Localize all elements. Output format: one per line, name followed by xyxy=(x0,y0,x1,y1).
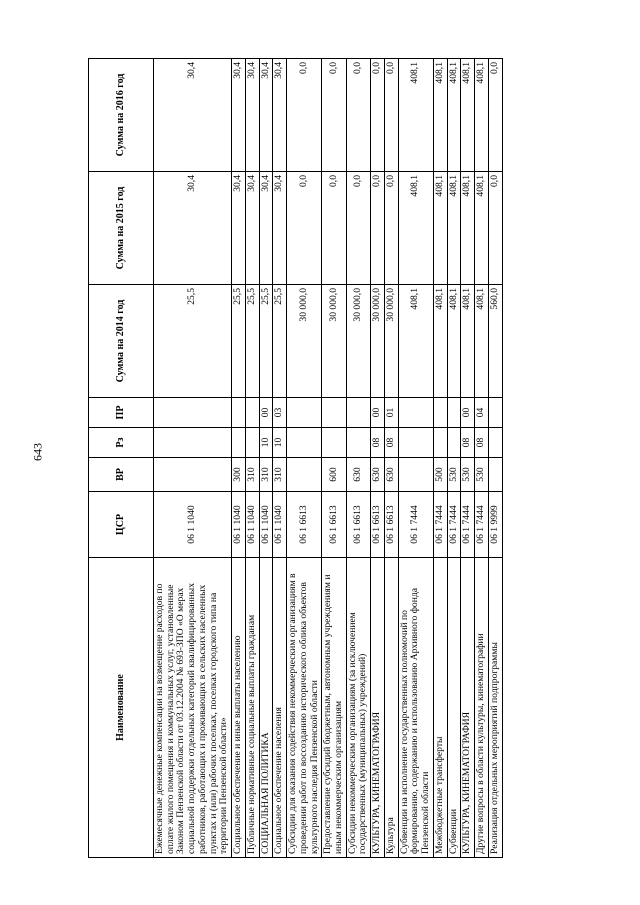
cell-sum-2014: 25,5 xyxy=(232,285,246,398)
cell-sum-2016: 0,0 xyxy=(371,59,385,172)
cell-rz xyxy=(488,428,502,458)
cell-csr: 06 1 6613 xyxy=(322,492,346,558)
cell-csr: 06 1 6613 xyxy=(346,492,370,558)
cell-sum-2014: 408,1 xyxy=(447,285,461,398)
cell-sum-2016: 30,4 xyxy=(232,59,246,172)
cell-rz: 10 xyxy=(273,428,287,458)
cell-rz xyxy=(287,428,322,458)
cell-sum-2016: 0,0 xyxy=(287,59,322,172)
cell-sum-2015: 0,0 xyxy=(488,172,502,285)
header-vr: ВР xyxy=(89,458,154,492)
header-rz: Рз xyxy=(89,428,154,458)
table-row xyxy=(447,59,461,858)
cell-rz xyxy=(433,428,447,458)
cell-csr: 06 1 1040 xyxy=(259,492,273,558)
cell-sum-2016: 0,0 xyxy=(384,59,398,172)
cell-name: КУЛЬТУРА, КИНЕМАТОГРАФИЯ xyxy=(371,558,385,858)
cell-sum-2015: 30,4 xyxy=(273,172,287,285)
rotated-table-container xyxy=(88,58,608,858)
cell-sum-2015: 0,0 xyxy=(287,172,322,285)
cell-rz xyxy=(447,428,461,458)
header-pr: ПР xyxy=(89,398,154,428)
cell-name: СОЦИАЛЬНАЯ ПОЛИТИКА xyxy=(259,558,273,858)
cell-csr: 06 1 6613 xyxy=(384,492,398,558)
table-row xyxy=(287,59,322,858)
cell-pr xyxy=(154,398,232,428)
cell-rz: 08 xyxy=(461,428,475,458)
cell-name: Межбюджетные трансферты xyxy=(433,558,447,858)
table-row xyxy=(232,59,246,858)
cell-pr xyxy=(398,398,433,428)
table-row xyxy=(245,59,259,858)
cell-name: Субсидии для оказания содействия некоммерческим организациям в проведении работ по воссозданию исторического облика объектов культурного наследия Пензенской области xyxy=(287,558,322,858)
table-header-row xyxy=(89,59,154,858)
cell-csr: 06 1 7444 xyxy=(447,492,461,558)
table-row xyxy=(273,59,287,858)
cell-pr xyxy=(433,398,447,428)
header-sum-2016: Сумма на 2016 год xyxy=(89,59,154,172)
cell-rz xyxy=(398,428,433,458)
cell-name: КУЛЬТУРА, КИНЕМАТОГРАФИЯ xyxy=(461,558,475,858)
cell-vr: 310 xyxy=(259,458,273,492)
cell-vr: 630 xyxy=(346,458,370,492)
cell-sum-2014: 30 000,0 xyxy=(287,285,322,398)
cell-vr xyxy=(154,458,232,492)
cell-sum-2014: 408,1 xyxy=(475,285,489,398)
cell-sum-2014: 25,5 xyxy=(273,285,287,398)
cell-sum-2014: 30 000,0 xyxy=(322,285,346,398)
cell-sum-2016: 30,4 xyxy=(259,59,273,172)
cell-vr: 310 xyxy=(245,458,259,492)
table-row xyxy=(322,59,346,858)
cell-vr: 600 xyxy=(322,458,346,492)
cell-sum-2014: 408,1 xyxy=(398,285,433,398)
cell-sum-2014: 30 000,0 xyxy=(371,285,385,398)
cell-pr: 00 xyxy=(371,398,385,428)
cell-rz xyxy=(322,428,346,458)
cell-csr: 06 1 7444 xyxy=(461,492,475,558)
cell-sum-2014: 25,5 xyxy=(154,285,232,398)
table-row xyxy=(461,59,475,858)
page-number: 643 xyxy=(30,443,45,461)
cell-pr xyxy=(447,398,461,428)
cell-sum-2015: 0,0 xyxy=(322,172,346,285)
cell-pr: 03 xyxy=(273,398,287,428)
cell-vr: 530 xyxy=(461,458,475,492)
cell-sum-2015: 0,0 xyxy=(384,172,398,285)
table-row xyxy=(154,59,232,858)
cell-sum-2015: 0,0 xyxy=(346,172,370,285)
cell-rz xyxy=(232,428,246,458)
cell-sum-2016: 30,4 xyxy=(273,59,287,172)
cell-vr: 310 xyxy=(273,458,287,492)
table-row xyxy=(371,59,385,858)
cell-csr: 06 1 1040 xyxy=(245,492,259,558)
cell-rz: 08 xyxy=(475,428,489,458)
cell-vr: 630 xyxy=(384,458,398,492)
cell-sum-2014: 30 000,0 xyxy=(346,285,370,398)
cell-vr xyxy=(488,458,502,492)
cell-csr: 06 1 6613 xyxy=(371,492,385,558)
cell-sum-2015: 30,4 xyxy=(245,172,259,285)
cell-pr: 04 xyxy=(475,398,489,428)
cell-vr: 630 xyxy=(371,458,385,492)
cell-csr: 06 1 1040 xyxy=(154,492,232,558)
cell-rz xyxy=(154,428,232,458)
cell-csr: 06 1 1040 xyxy=(232,492,246,558)
cell-sum-2016: 408,1 xyxy=(433,59,447,172)
table-row xyxy=(384,59,398,858)
header-csr: ЦСР xyxy=(89,492,154,558)
cell-name: Субвенции на исполнение государственных полномочий по формированию, содержанию и использованию Архивного фонда Пензенской области xyxy=(398,558,433,858)
cell-sum-2014: 25,5 xyxy=(245,285,259,398)
cell-name: Социальное обеспечение населения xyxy=(273,558,287,858)
cell-sum-2014: 560,0 xyxy=(488,285,502,398)
budget-table xyxy=(88,58,503,858)
cell-csr: 06 1 7444 xyxy=(398,492,433,558)
cell-csr: 06 1 9999 xyxy=(488,492,502,558)
table-row xyxy=(346,59,370,858)
cell-csr: 06 1 6613 xyxy=(287,492,322,558)
cell-pr xyxy=(245,398,259,428)
cell-sum-2015: 30,4 xyxy=(259,172,273,285)
cell-pr xyxy=(287,398,322,428)
table-row xyxy=(398,59,433,858)
cell-name: Предоставление субсидий бюджетным, автономным учреждениям и иным некоммерческим организациям xyxy=(322,558,346,858)
cell-csr: 06 1 7444 xyxy=(433,492,447,558)
cell-pr: 00 xyxy=(461,398,475,428)
cell-name: Социальное обеспечение и иные выплаты населению xyxy=(232,558,246,858)
cell-sum-2015: 408,1 xyxy=(475,172,489,285)
cell-vr: 300 xyxy=(232,458,246,492)
cell-sum-2014: 25,5 xyxy=(259,285,273,398)
cell-sum-2015: 30,4 xyxy=(154,172,232,285)
cell-sum-2015: 408,1 xyxy=(433,172,447,285)
cell-sum-2016: 0,0 xyxy=(346,59,370,172)
cell-sum-2016: 408,1 xyxy=(475,59,489,172)
cell-name: Реализация отдельных мероприятий подпрограммы xyxy=(488,558,502,858)
header-name: Наименование xyxy=(89,558,154,858)
header-sum-2014: Сумма на 2014 год xyxy=(89,285,154,398)
table-row xyxy=(259,59,273,858)
cell-sum-2015: 0,0 xyxy=(371,172,385,285)
cell-sum-2016: 0,0 xyxy=(488,59,502,172)
cell-sum-2014: 408,1 xyxy=(433,285,447,398)
cell-name: Ежемесячные денежные компенсации на возмещение расходов по оплате жилого помещения и коммунальных услуг, установленные Законом Пензенской области от 03.12.2004 № 693-ЗПО «О мерах социальной поддержки отдельных категорий квалифицированных работников, работающих и проживающих в сельских населенных пунктах и (или) рабочих поселках, поселках городского типа на территории Пензенской области» xyxy=(154,558,232,858)
header-sum-2015: Сумма на 2015 год xyxy=(89,172,154,285)
cell-sum-2016: 30,4 xyxy=(154,59,232,172)
cell-sum-2014: 408,1 xyxy=(461,285,475,398)
table-body xyxy=(154,59,503,858)
cell-vr xyxy=(287,458,322,492)
cell-sum-2016: 30,4 xyxy=(245,59,259,172)
cell-vr: 500 xyxy=(433,458,447,492)
cell-csr: 06 1 1040 xyxy=(273,492,287,558)
cell-pr xyxy=(232,398,246,428)
cell-csr: 06 1 7444 xyxy=(475,492,489,558)
cell-pr xyxy=(346,398,370,428)
cell-sum-2015: 408,1 xyxy=(461,172,475,285)
cell-rz: 08 xyxy=(371,428,385,458)
cell-vr xyxy=(398,458,433,492)
cell-rz xyxy=(346,428,370,458)
cell-rz: 08 xyxy=(384,428,398,458)
cell-sum-2016: 408,1 xyxy=(447,59,461,172)
cell-sum-2015: 30,4 xyxy=(232,172,246,285)
cell-sum-2016: 408,1 xyxy=(398,59,433,172)
table-row xyxy=(475,59,489,858)
cell-rz: 10 xyxy=(259,428,273,458)
cell-vr: 530 xyxy=(447,458,461,492)
cell-sum-2015: 408,1 xyxy=(398,172,433,285)
cell-name: Публичные нормативные социальные выплаты гражданам xyxy=(245,558,259,858)
cell-pr: 00 xyxy=(259,398,273,428)
cell-sum-2016: 408,1 xyxy=(461,59,475,172)
cell-pr: 01 xyxy=(384,398,398,428)
cell-rz xyxy=(245,428,259,458)
cell-pr xyxy=(322,398,346,428)
cell-sum-2016: 0,0 xyxy=(322,59,346,172)
cell-name: Другие вопросы в области культуры, кинематографии xyxy=(475,558,489,858)
cell-name: Культура xyxy=(384,558,398,858)
cell-vr: 530 xyxy=(475,458,489,492)
cell-sum-2015: 408,1 xyxy=(447,172,461,285)
table-row xyxy=(433,59,447,858)
cell-name: Субсидии некоммерческим организациям (за исключением государственных (муниципальных) учреждений) xyxy=(346,558,370,858)
cell-sum-2014: 30 000,0 xyxy=(384,285,398,398)
cell-pr xyxy=(488,398,502,428)
cell-name: Субвенции xyxy=(447,558,461,858)
table-row xyxy=(488,59,502,858)
